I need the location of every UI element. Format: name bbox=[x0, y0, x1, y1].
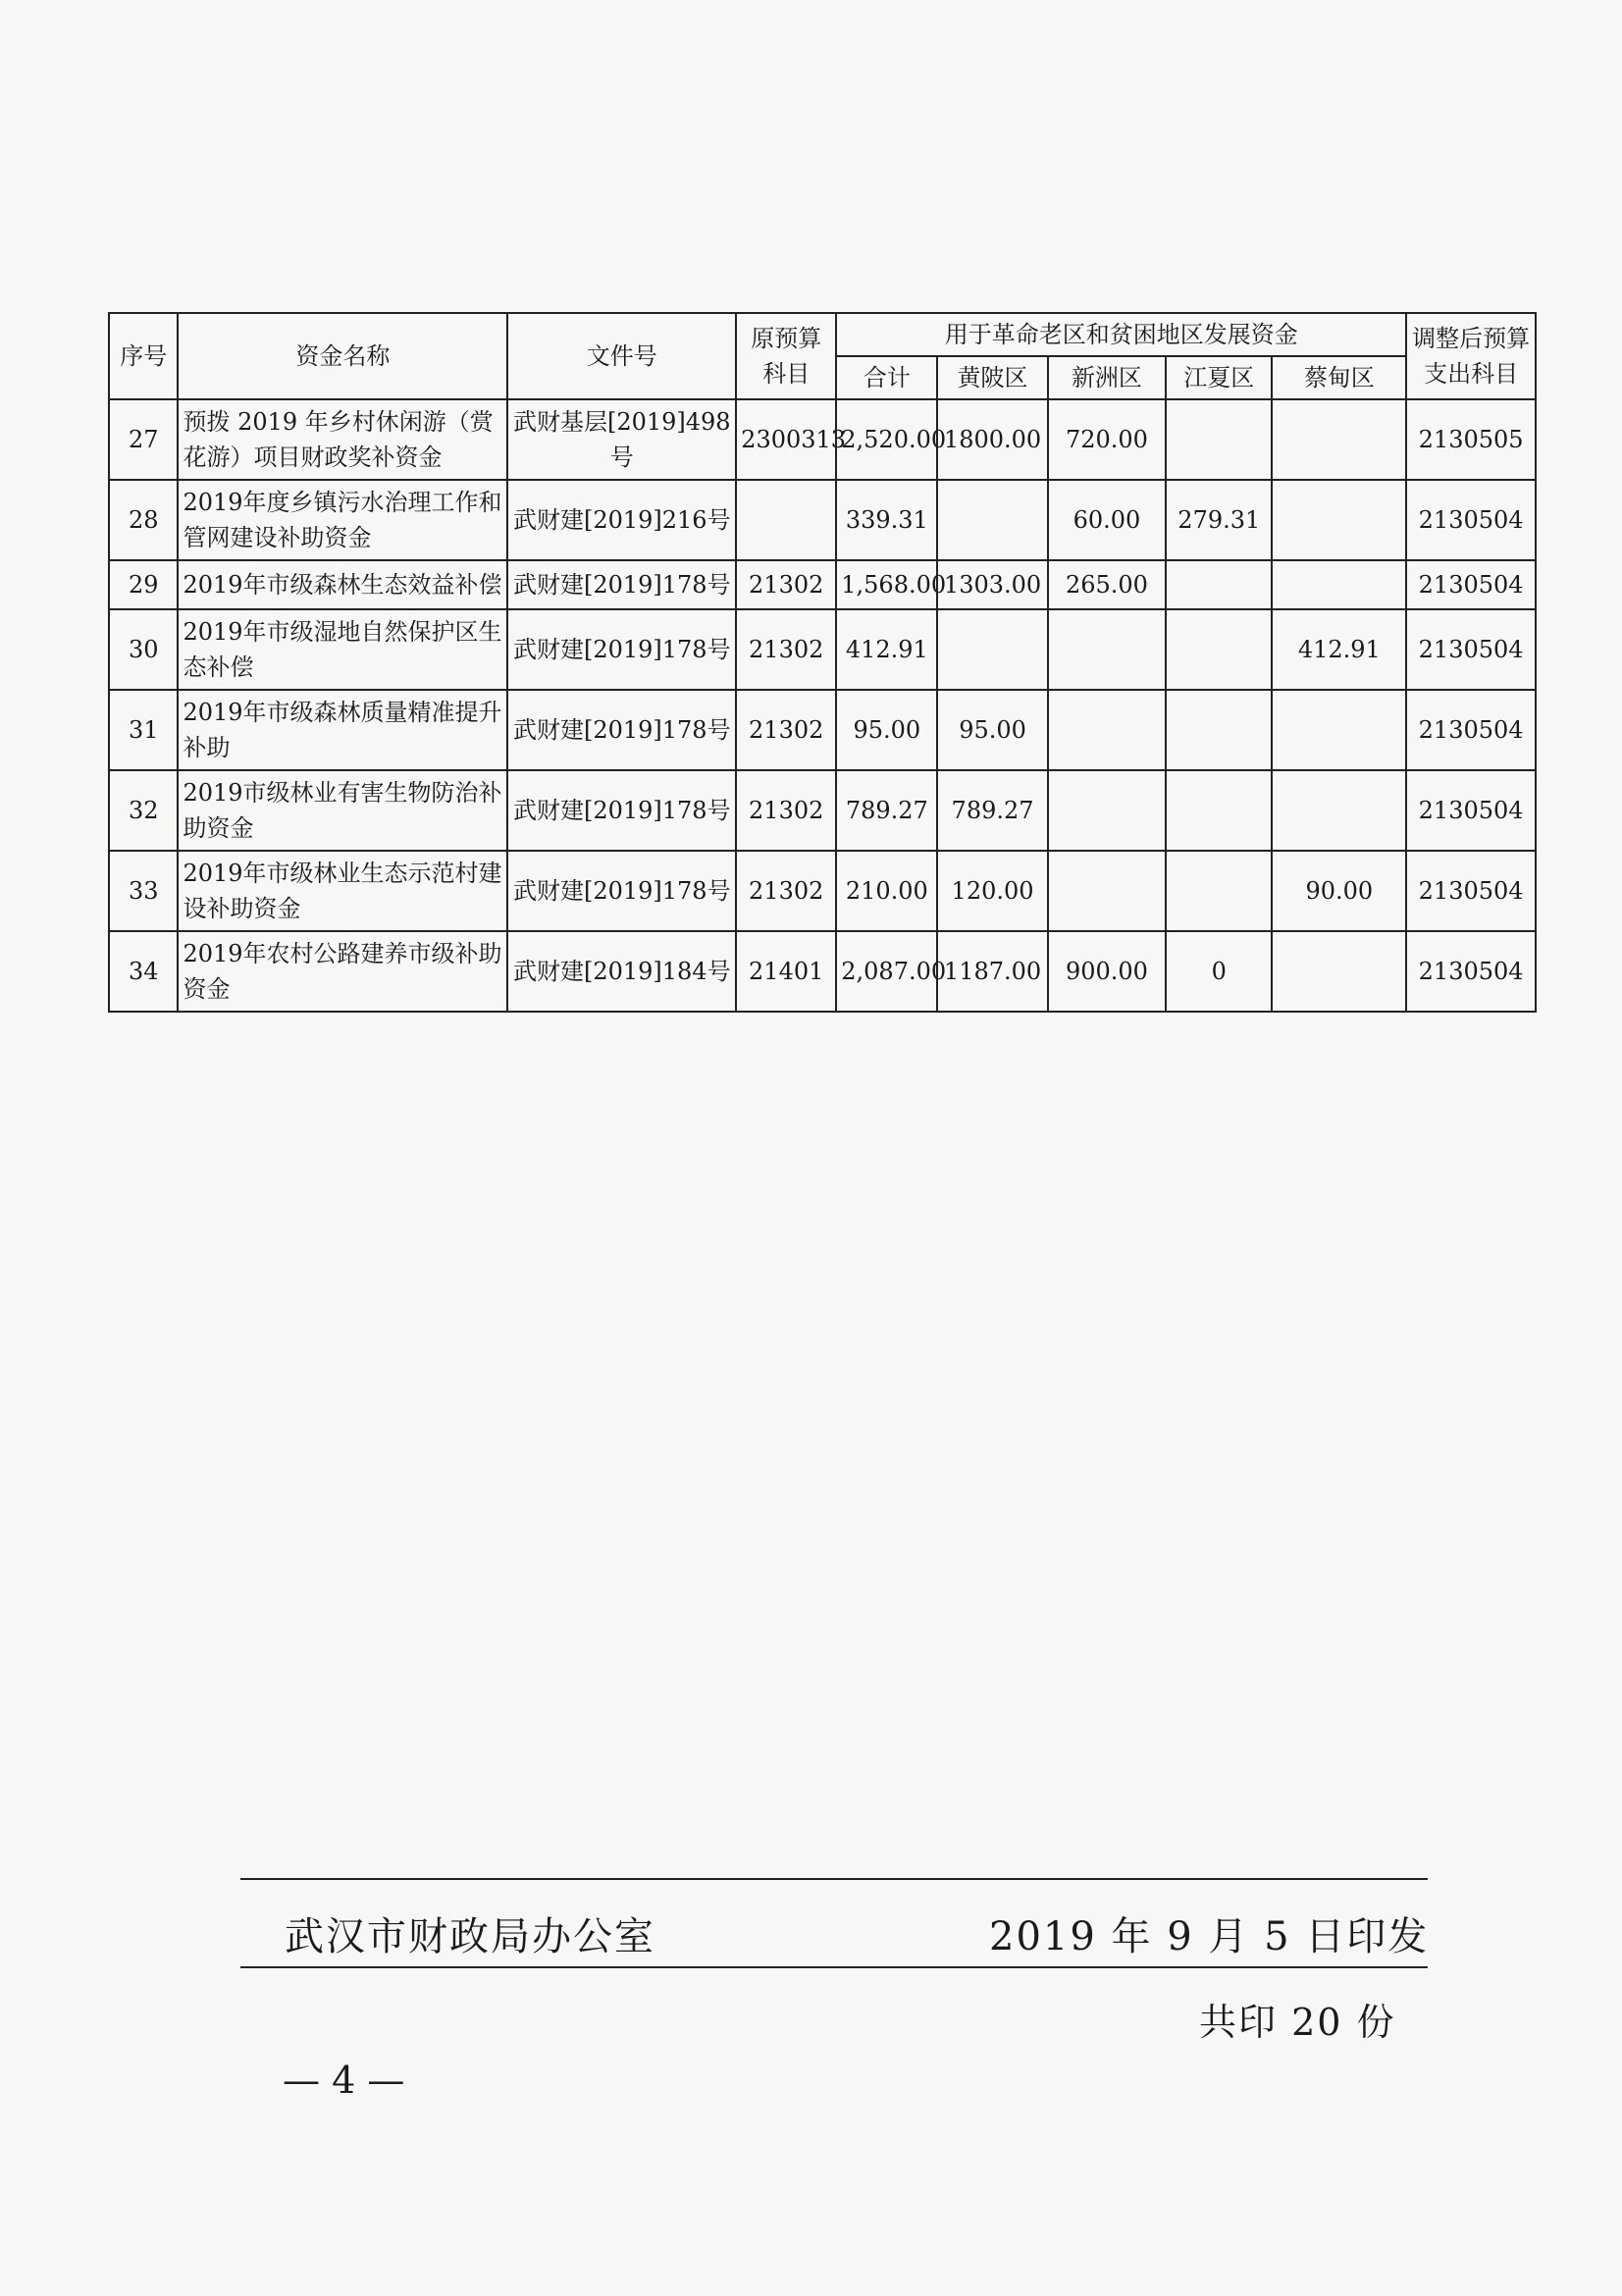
cell-document-number: 武财建[2019]216号 bbox=[507, 480, 736, 560]
table-row bbox=[109, 609, 1536, 690]
cell-original-subject: 21302 bbox=[736, 851, 836, 931]
cell-caidian bbox=[1272, 690, 1406, 770]
header-fund-name: 资金名称 bbox=[178, 313, 507, 399]
table-row bbox=[109, 931, 1536, 1012]
cell-original-subject: 2300313 bbox=[736, 399, 836, 480]
cell-seq: 34 bbox=[109, 931, 178, 1012]
header-original-budget-subject: 原预算科目 bbox=[736, 313, 836, 399]
header-row bbox=[109, 313, 1536, 356]
cell-adjusted-subject: 2130504 bbox=[1406, 931, 1536, 1012]
cell-seq: 33 bbox=[109, 851, 178, 931]
cell-total: 339.31 bbox=[836, 480, 937, 560]
cell-total: 2,520.00 bbox=[836, 399, 937, 480]
cell-caidian: 412.91 bbox=[1272, 609, 1406, 690]
cell-xinzhou bbox=[1048, 851, 1166, 931]
cell-huangpi bbox=[937, 609, 1047, 690]
cell-adjusted-subject: 2130504 bbox=[1406, 851, 1536, 931]
cell-fund-name: 2019年市级林业生态示范村建设补助资金 bbox=[178, 851, 507, 931]
header-document-number: 文件号 bbox=[507, 313, 736, 399]
cell-xinzhou: 900.00 bbox=[1048, 931, 1166, 1012]
cell-original-subject: 21302 bbox=[736, 690, 836, 770]
cell-fund-name: 预拨 2019 年乡村休闲游（赏花游）项目财政奖补资金 bbox=[178, 399, 507, 480]
cell-xinzhou bbox=[1048, 690, 1166, 770]
cell-original-subject: 21302 bbox=[736, 560, 836, 609]
fund-allocation-table bbox=[108, 312, 1537, 1013]
copies-printed: 共印 20 份 bbox=[1199, 2001, 1396, 2044]
cell-seq: 30 bbox=[109, 609, 178, 690]
cell-document-number: 武财建[2019]178号 bbox=[507, 770, 736, 851]
cell-adjusted-subject: 2130504 bbox=[1406, 560, 1536, 609]
cell-fund-name: 2019年市级森林质量精准提升补助 bbox=[178, 690, 507, 770]
cell-original-subject bbox=[736, 480, 836, 560]
cell-fund-name: 2019年农村公路建养市级补助资金 bbox=[178, 931, 507, 1012]
cell-jiangxia: 0 bbox=[1166, 931, 1272, 1012]
cell-fund-name: 2019年市级湿地自然保护区生态补偿 bbox=[178, 609, 507, 690]
cell-seq: 32 bbox=[109, 770, 178, 851]
page-number: — 4 — bbox=[283, 2059, 405, 2102]
cell-seq: 28 bbox=[109, 480, 178, 560]
cell-adjusted-subject: 2130504 bbox=[1406, 690, 1536, 770]
header-development-fund-group: 用于革命老区和贫困地区发展资金 bbox=[836, 313, 1406, 356]
cell-total: 95.00 bbox=[836, 690, 937, 770]
header-huangpi: 黄陂区 bbox=[937, 356, 1047, 399]
cell-total: 210.00 bbox=[836, 851, 937, 931]
cell-adjusted-subject: 2130505 bbox=[1406, 399, 1536, 480]
header-caidian: 蔡甸区 bbox=[1272, 356, 1406, 399]
cell-document-number: 武财建[2019]178号 bbox=[507, 560, 736, 609]
cell-original-subject: 21302 bbox=[736, 770, 836, 851]
cell-huangpi: 1800.00 bbox=[937, 399, 1047, 480]
cell-huangpi bbox=[937, 480, 1047, 560]
cell-huangpi: 120.00 bbox=[937, 851, 1047, 931]
cell-fund-name: 2019年度乡镇污水治理工作和管网建设补助资金 bbox=[178, 480, 507, 560]
cell-fund-name: 2019年市级森林生态效益补偿 bbox=[178, 560, 507, 609]
cell-huangpi: 789.27 bbox=[937, 770, 1047, 851]
cell-seq: 31 bbox=[109, 690, 178, 770]
cell-document-number: 武财建[2019]178号 bbox=[507, 609, 736, 690]
cell-huangpi: 95.00 bbox=[937, 690, 1047, 770]
cell-original-subject: 21302 bbox=[736, 609, 836, 690]
cell-fund-name: 2019市级林业有害生物防治补助资金 bbox=[178, 770, 507, 851]
table-row bbox=[109, 560, 1536, 609]
cell-jiangxia bbox=[1166, 560, 1272, 609]
cell-caidian: 90.00 bbox=[1272, 851, 1406, 931]
header-total: 合计 bbox=[836, 356, 937, 399]
cell-seq: 29 bbox=[109, 560, 178, 609]
cell-caidian bbox=[1272, 560, 1406, 609]
cell-jiangxia: 279.31 bbox=[1166, 480, 1272, 560]
issue-date: 2019 年 9 月 5 日印发 bbox=[989, 1914, 1430, 1959]
table-row bbox=[109, 690, 1536, 770]
cell-huangpi: 1303.00 bbox=[937, 560, 1047, 609]
table-row bbox=[109, 770, 1536, 851]
cell-xinzhou: 720.00 bbox=[1048, 399, 1166, 480]
cell-document-number: 武财建[2019]178号 bbox=[507, 690, 736, 770]
footer-bottom-rule bbox=[240, 1966, 1428, 1968]
table-row bbox=[109, 480, 1536, 560]
cell-jiangxia bbox=[1166, 399, 1272, 480]
cell-adjusted-subject: 2130504 bbox=[1406, 480, 1536, 560]
cell-caidian bbox=[1272, 480, 1406, 560]
cell-huangpi: 1187.00 bbox=[937, 931, 1047, 1012]
table-row bbox=[109, 399, 1536, 480]
table-row bbox=[109, 851, 1536, 931]
cell-jiangxia bbox=[1166, 851, 1272, 931]
cell-xinzhou: 265.00 bbox=[1048, 560, 1166, 609]
cell-document-number: 武财基层[2019]498号 bbox=[507, 399, 736, 480]
cell-document-number: 武财建[2019]184号 bbox=[507, 931, 736, 1012]
cell-document-number: 武财建[2019]178号 bbox=[507, 851, 736, 931]
cell-total: 412.91 bbox=[836, 609, 937, 690]
header-adjusted-subject: 调整后预算支出科目 bbox=[1406, 313, 1536, 399]
cell-seq: 27 bbox=[109, 399, 178, 480]
footer-top-rule bbox=[240, 1878, 1428, 1880]
cell-adjusted-subject: 2130504 bbox=[1406, 770, 1536, 851]
header-jiangxia: 江夏区 bbox=[1166, 356, 1272, 399]
cell-caidian bbox=[1272, 931, 1406, 1012]
cell-total: 789.27 bbox=[836, 770, 937, 851]
cell-jiangxia bbox=[1166, 690, 1272, 770]
cell-jiangxia bbox=[1166, 609, 1272, 690]
cell-xinzhou bbox=[1048, 770, 1166, 851]
cell-caidian bbox=[1272, 770, 1406, 851]
cell-adjusted-subject: 2130504 bbox=[1406, 609, 1536, 690]
cell-xinzhou bbox=[1048, 609, 1166, 690]
cell-jiangxia bbox=[1166, 770, 1272, 851]
cell-caidian bbox=[1272, 399, 1406, 480]
cell-total: 2,087.00 bbox=[836, 931, 937, 1012]
header-xinzhou: 新洲区 bbox=[1048, 356, 1166, 399]
header-seq: 序号 bbox=[109, 313, 178, 399]
cell-original-subject: 21401 bbox=[736, 931, 836, 1012]
cell-xinzhou: 60.00 bbox=[1048, 480, 1166, 560]
cell-total: 1,568.00 bbox=[836, 560, 937, 609]
issuing-office: 武汉市财政局办公室 bbox=[285, 1914, 655, 1959]
